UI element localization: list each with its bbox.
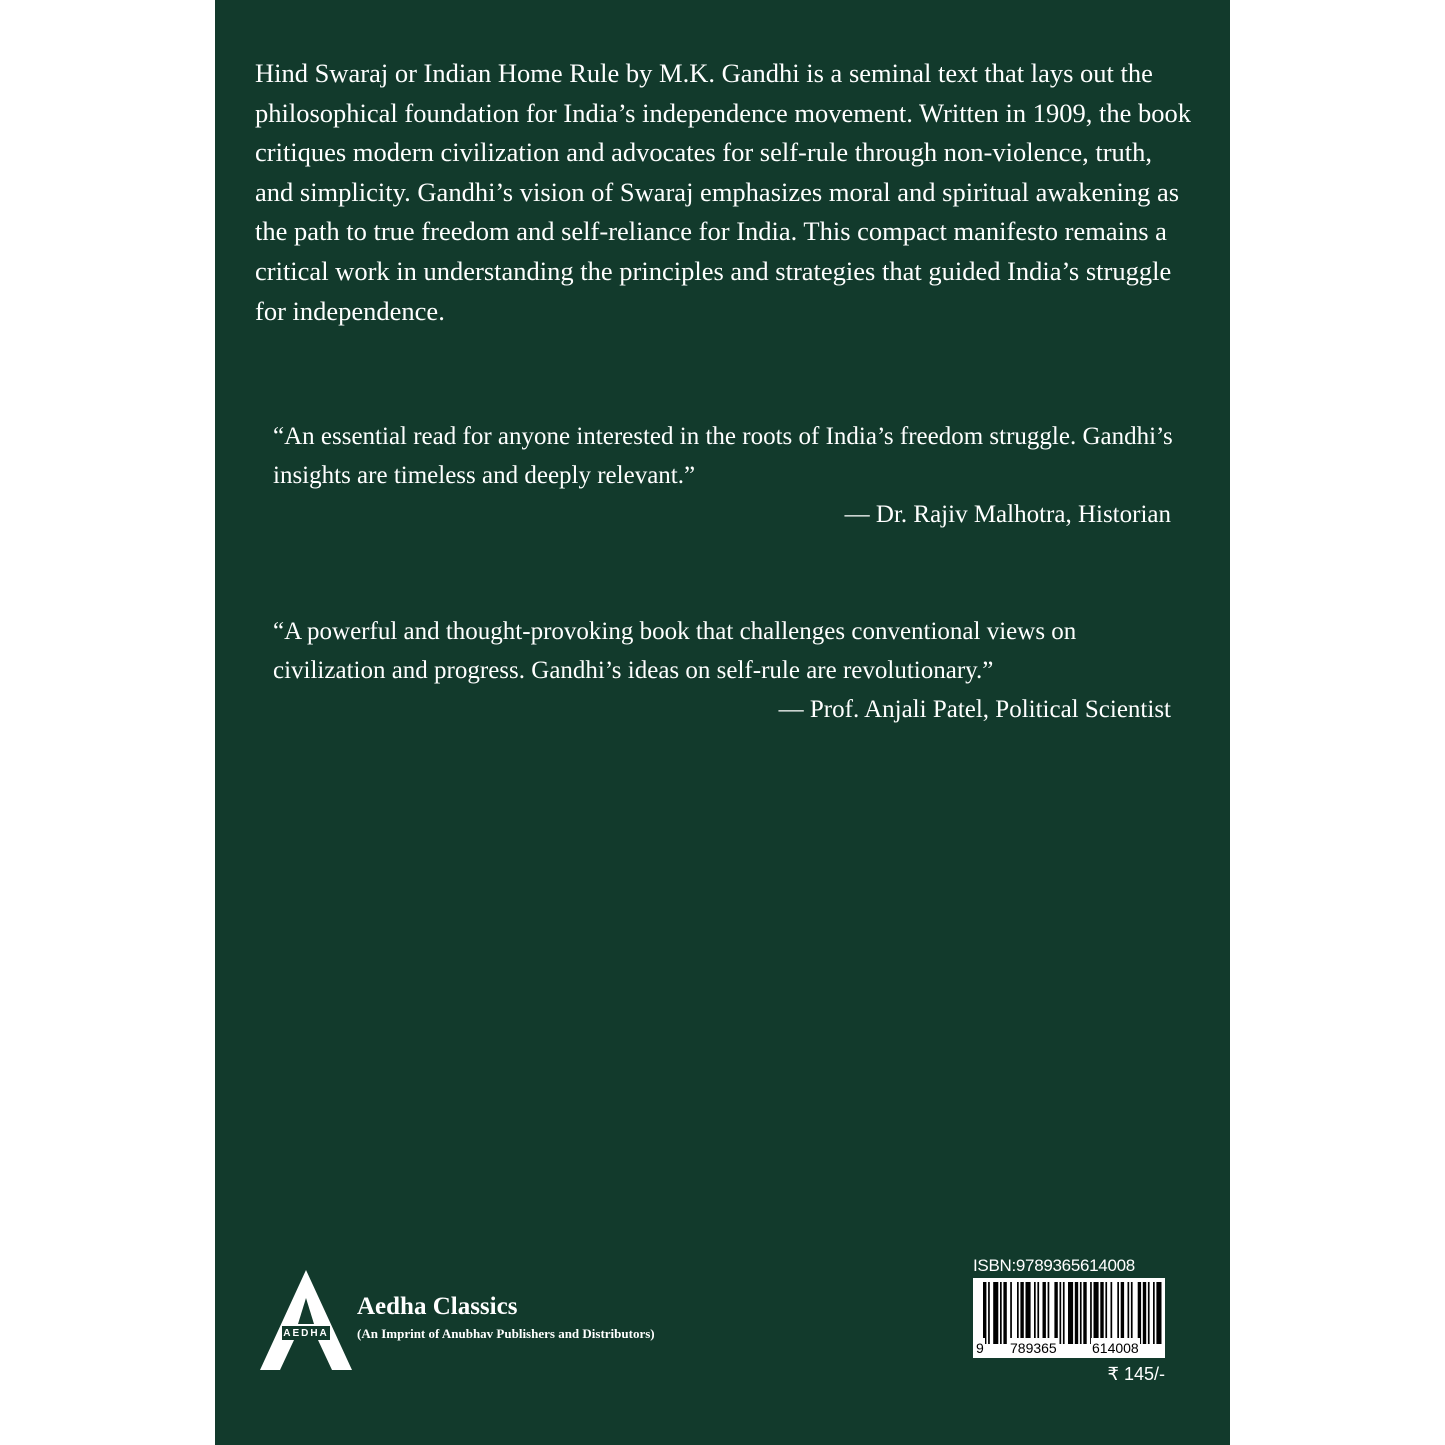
review-quote-1 [273,417,1173,534]
barcode-bar [983,1282,986,1344]
barcode-digit-group: 614008 [1092,1340,1139,1356]
barcode-bar [1153,1282,1155,1344]
barcode-bar [1090,1282,1092,1344]
publisher-imprint [357,1292,655,1343]
book-description: Hind Swaraj or Indian Home Rule by M.K. Gandhi is a seminal text that lays out the philosophical foundation for India’s independence movement. Written in 1909, the book critiques modern civilization and advocates for self-rule through non-violence, truth, and simplicity. Gandhi’s vision of Swaraj emphasizes moral and spiritual awakening as the path to true freedom and self-reliance for India. This compact manifesto remains a critical work in understanding the principles and strategies that guided India’s struggle for independence. [255,58,1192,326]
barcode-bar [1068,1282,1073,1344]
barcode-bar [1121,1282,1124,1344]
aedha-a-logo-icon [260,1268,352,1370]
barcode-bar [993,1282,998,1344]
barcode-bar [1100,1282,1103,1344]
barcode-bar [1148,1282,1150,1344]
review-quote-2 [273,612,1173,729]
barcode-bar [1048,1282,1050,1344]
barcode-bar [1075,1282,1078,1344]
barcode-bar [1000,1282,1002,1344]
barcode-bar [1003,1282,1006,1344]
barcode-bar [1156,1282,1161,1344]
isbn-label: ISBN:9789365614008 [973,1256,1135,1275]
barcode-bar [1111,1282,1113,1344]
barcode-bar [1083,1282,1086,1344]
barcode-bar [1020,1282,1023,1344]
barcode-digits [973,1338,1165,1358]
barcode-bar [1117,1282,1119,1344]
barcode-bar [1131,1282,1133,1344]
barcode-bar [1010,1282,1012,1344]
back-cover [215,0,1230,1445]
publisher-name: Aedha Classics [357,1293,518,1320]
barcode-bar [1063,1282,1065,1344]
barcode-digit-group: 789365 [1010,1340,1057,1356]
barcode-bar [1043,1282,1046,1344]
barcode-digit-group: 9 [976,1340,984,1356]
barcode-bar [1080,1282,1082,1344]
barcode-bar [1105,1282,1107,1344]
publisher-logo [260,1268,352,1370]
publisher-subtitle: (An Imprint of Anubhav Publishers and Distributors) [357,1326,655,1341]
barcode-bar [1037,1282,1039,1344]
barcode-bar [1034,1282,1036,1344]
isbn-barcode [973,1278,1165,1358]
barcode-bar [1094,1282,1099,1344]
barcode-bar [1128,1282,1130,1344]
barcode-bar [1017,1282,1019,1344]
barcode-bar [1054,1282,1057,1344]
logo-wordmark: AEDHA [283,1328,329,1339]
barcode-bar [988,1282,990,1344]
barcode-bar [1143,1282,1146,1344]
barcode-bar [1138,1282,1141,1344]
review-attribution: — Dr. Rajiv Malhotra, Historian [844,501,1171,528]
price: ₹ 145/- [1107,1364,1165,1384]
barcode-bar [1026,1282,1031,1344]
review-attribution: — Prof. Anjali Patel, Political Scientist [778,696,1171,723]
barcode-bar [1060,1282,1062,1344]
review-text: “An essential read for anyone interested in the roots of India’s freedom struggle. Gandhi’s insights are timeless and deeply relevant.” [273,423,1173,489]
review-text: “A powerful and thought-provoking book that challenges conventional views on civilization and progress. Gandhi’s ideas on self-rule are revolutionary.” [273,618,1077,684]
